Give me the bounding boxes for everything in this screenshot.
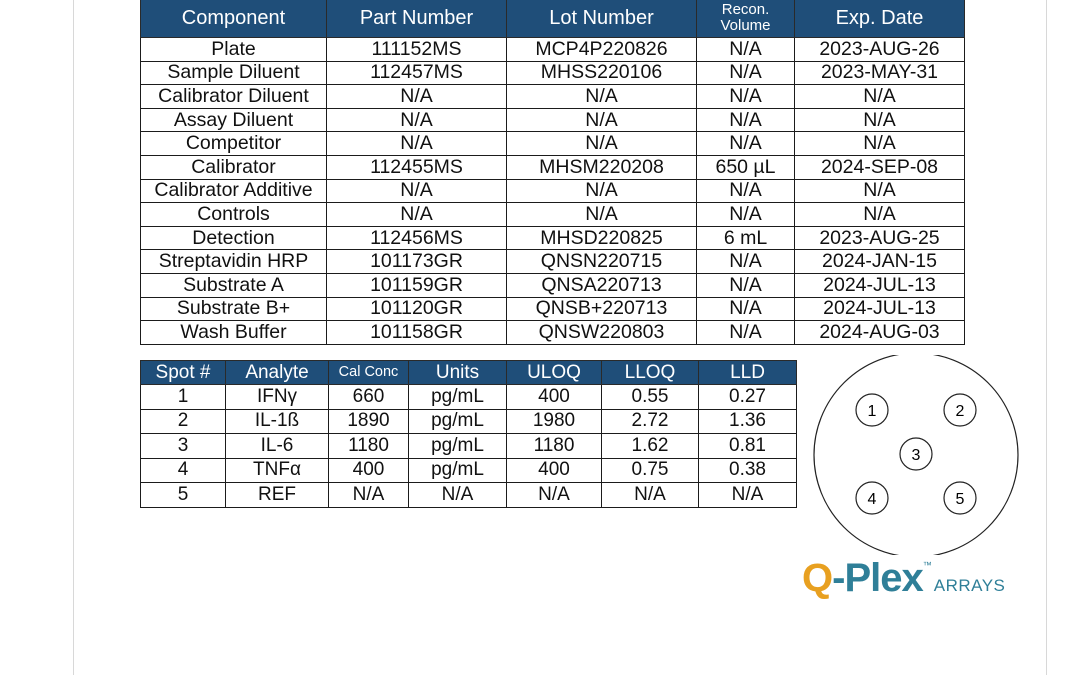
component-cell: Detection	[141, 226, 327, 250]
cal-conc-cell: N/A	[329, 483, 409, 508]
spot-cell: 3	[141, 434, 226, 459]
spot-1	[856, 394, 888, 426]
component-cell: Substrate A	[141, 273, 327, 297]
part-number-cell: 111152MS	[327, 38, 507, 62]
recon-volume-cell: N/A	[697, 108, 795, 132]
part-number-cell: N/A	[327, 203, 507, 227]
header-analyte: Analyte	[226, 361, 329, 385]
recon-volume-cell: 650 µL	[697, 155, 795, 179]
exp-date-cell: 2024-JUL-13	[795, 273, 965, 297]
component-row	[141, 179, 965, 203]
component-cell: Calibrator	[141, 155, 327, 179]
uloq-cell: N/A	[507, 483, 602, 508]
cal-conc-cell: 400	[329, 458, 409, 483]
header-lot-number: Lot Number	[507, 0, 697, 38]
lld-cell: N/A	[699, 483, 797, 508]
header-uloq: ULOQ	[507, 361, 602, 385]
lld-cell: 1.36	[699, 409, 797, 434]
part-number-cell: N/A	[327, 85, 507, 109]
components-body	[141, 38, 965, 345]
page-edge-left	[73, 0, 74, 675]
spot-3	[900, 438, 932, 470]
uloq-cell: 400	[507, 385, 602, 410]
logo-q: Q	[802, 556, 833, 600]
analyte-cell: TNFα	[226, 458, 329, 483]
component-row	[141, 297, 965, 321]
spot-2	[944, 394, 976, 426]
recon-volume-cell: N/A	[697, 297, 795, 321]
spot-cell: 2	[141, 409, 226, 434]
analyte-cell: IFNγ	[226, 385, 329, 410]
part-number-cell: 101120GR	[327, 297, 507, 321]
lot-number-cell: QNSA220713	[507, 273, 697, 297]
analyte-row	[141, 483, 797, 508]
recon-volume-cell: N/A	[697, 321, 795, 345]
analytes-table	[140, 360, 797, 508]
part-number-cell: N/A	[327, 132, 507, 156]
lot-number-cell: MHSD220825	[507, 226, 697, 250]
units-cell: N/A	[409, 483, 507, 508]
recon-volume-cell: 6 mL	[697, 226, 795, 250]
component-cell: Sample Diluent	[141, 61, 327, 85]
lloq-cell: 0.75	[602, 458, 699, 483]
q-plex-arrays-logo	[802, 556, 1005, 606]
component-cell: Calibrator Diluent	[141, 85, 327, 109]
component-row	[141, 108, 965, 132]
analyte-cell: IL-1ß	[226, 409, 329, 434]
exp-date-cell: N/A	[795, 179, 965, 203]
analyte-cell: IL-6	[226, 434, 329, 459]
component-cell: Controls	[141, 203, 327, 227]
component-cell: Assay Diluent	[141, 108, 327, 132]
spot-cell: 4	[141, 458, 226, 483]
exp-date-cell: 2024-AUG-03	[795, 321, 965, 345]
header-lloq: LLOQ	[602, 361, 699, 385]
page-edge-right	[1046, 0, 1047, 675]
component-row	[141, 226, 965, 250]
spot-5	[944, 482, 976, 514]
logo-trademark: ™	[922, 560, 932, 570]
component-cell: Plate	[141, 38, 327, 62]
lloq-cell: N/A	[602, 483, 699, 508]
component-row	[141, 38, 965, 62]
component-cell: Calibrator Additive	[141, 179, 327, 203]
header-part-number: Part Number	[327, 0, 507, 38]
header-component: Component	[141, 0, 327, 38]
header-exp-date: Exp. Date	[795, 0, 965, 38]
lloq-cell: 0.55	[602, 385, 699, 410]
component-row	[141, 321, 965, 345]
lot-number-cell: QNSB+220713	[507, 297, 697, 321]
uloq-cell: 1180	[507, 434, 602, 459]
part-number-cell: 101159GR	[327, 273, 507, 297]
component-cell: Competitor	[141, 132, 327, 156]
lld-cell: 0.81	[699, 434, 797, 459]
units-cell: pg/mL	[409, 385, 507, 410]
part-number-cell: 112456MS	[327, 226, 507, 250]
units-cell: pg/mL	[409, 409, 507, 434]
exp-date-cell: N/A	[795, 203, 965, 227]
recon-volume-cell: N/A	[697, 273, 795, 297]
component-cell: Wash Buffer	[141, 321, 327, 345]
lld-cell: 0.27	[699, 385, 797, 410]
spot-2-label: 2	[955, 403, 965, 420]
header-recon-line1: Recon.	[721, 1, 770, 18]
header-cal-conc: Cal Conc	[329, 361, 409, 385]
recon-volume-cell: N/A	[697, 132, 795, 156]
logo-arrays: ARRAYS	[933, 576, 1006, 595]
analyte-cell: REF	[226, 483, 329, 508]
exp-date-cell: 2024-JUL-13	[795, 297, 965, 321]
recon-volume-cell: N/A	[697, 179, 795, 203]
analyte-row	[141, 409, 797, 434]
analytes-header-row	[141, 361, 797, 385]
part-number-cell: 101173GR	[327, 250, 507, 274]
lot-number-cell: N/A	[507, 108, 697, 132]
components-header-row	[141, 0, 965, 38]
spot-cell: 5	[141, 483, 226, 508]
component-cell: Streptavidin HRP	[141, 250, 327, 274]
recon-volume-cell: N/A	[697, 61, 795, 85]
analyte-row	[141, 458, 797, 483]
recon-volume-cell: N/A	[697, 85, 795, 109]
part-number-cell: 112455MS	[327, 155, 507, 179]
component-row	[141, 203, 965, 227]
logo-plex: Plex	[844, 556, 923, 600]
logo-dash: -	[832, 556, 845, 600]
component-row	[141, 250, 965, 274]
units-cell: pg/mL	[409, 434, 507, 459]
spot-4	[856, 482, 888, 514]
lot-number-cell: MHSM220208	[507, 155, 697, 179]
part-number-cell: 112457MS	[327, 61, 507, 85]
spot-5-label: 5	[955, 491, 965, 508]
part-number-cell: 101158GR	[327, 321, 507, 345]
lot-number-cell: N/A	[507, 203, 697, 227]
lot-number-cell: QNSW220803	[507, 321, 697, 345]
exp-date-cell: N/A	[795, 85, 965, 109]
part-number-cell: N/A	[327, 108, 507, 132]
exp-date-cell: 2023-AUG-26	[795, 38, 965, 62]
spot-cell: 1	[141, 385, 226, 410]
part-number-cell: N/A	[327, 179, 507, 203]
component-row	[141, 61, 965, 85]
analytes-body	[141, 385, 797, 508]
lot-number-cell: MHSS220106	[507, 61, 697, 85]
component-row	[141, 132, 965, 156]
component-cell: Substrate B+	[141, 297, 327, 321]
exp-date-cell: 2023-AUG-25	[795, 226, 965, 250]
components-table	[140, 0, 965, 345]
header-lld: LLD	[699, 361, 797, 385]
lot-number-cell: N/A	[507, 179, 697, 203]
analyte-row	[141, 434, 797, 459]
cal-conc-cell: 1180	[329, 434, 409, 459]
units-cell: pg/mL	[409, 458, 507, 483]
exp-date-cell: 2023-MAY-31	[795, 61, 965, 85]
recon-volume-cell: N/A	[697, 203, 795, 227]
cal-conc-cell: 1890	[329, 409, 409, 434]
component-row	[141, 273, 965, 297]
spot-4-label: 4	[867, 491, 877, 508]
exp-date-cell: N/A	[795, 108, 965, 132]
header-recon-volume	[697, 0, 795, 38]
plate-map-diagram	[812, 355, 1022, 555]
lot-number-cell: N/A	[507, 132, 697, 156]
exp-date-cell: 2024-JAN-15	[795, 250, 965, 274]
header-units: Units	[409, 361, 507, 385]
exp-date-cell: 2024-SEP-08	[795, 155, 965, 179]
uloq-cell: 1980	[507, 409, 602, 434]
uloq-cell: 400	[507, 458, 602, 483]
header-spot: Spot #	[141, 361, 226, 385]
lot-number-cell: MCP4P220826	[507, 38, 697, 62]
lld-cell: 0.38	[699, 458, 797, 483]
recon-volume-cell: N/A	[697, 250, 795, 274]
cal-conc-cell: 660	[329, 385, 409, 410]
analyte-row	[141, 385, 797, 410]
recon-volume-cell: N/A	[697, 38, 795, 62]
lot-number-cell: QNSN220715	[507, 250, 697, 274]
spot-3-label: 3	[911, 447, 921, 464]
lloq-cell: 2.72	[602, 409, 699, 434]
lloq-cell: 1.62	[602, 434, 699, 459]
component-row	[141, 155, 965, 179]
spot-1-label: 1	[867, 403, 877, 420]
header-recon-line2: Volume	[720, 17, 771, 34]
lot-number-cell: N/A	[507, 85, 697, 109]
exp-date-cell: N/A	[795, 132, 965, 156]
component-row	[141, 85, 965, 109]
